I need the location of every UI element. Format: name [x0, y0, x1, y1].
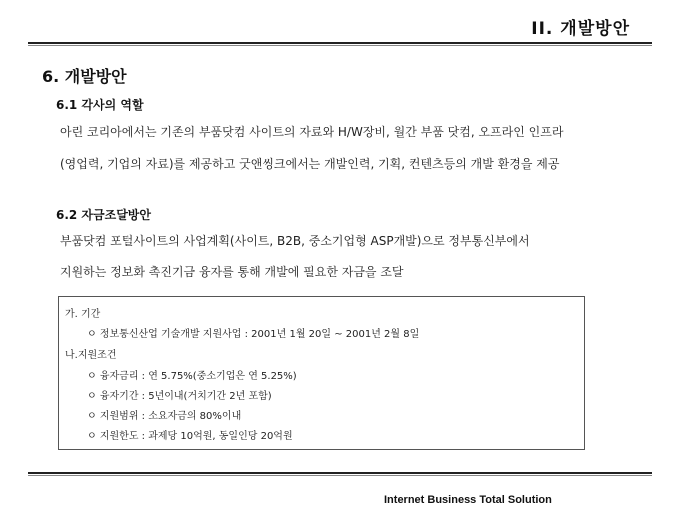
- funding-paragraph-line-1: 부품닷컴 포털사이트의 사업계획(사이트, B2B, 중소기업형 ASP개발)으로 정부통신부에서: [60, 234, 530, 248]
- page-header-title: II. 개발방안: [531, 19, 630, 39]
- funding-subtitle: 6.2 자금조달방안: [56, 208, 151, 222]
- section-title: 6. 개발방안: [42, 67, 127, 86]
- footer-tagline: Internet Business Total Solution: [384, 494, 552, 506]
- footer-divider: [28, 472, 652, 474]
- roles-paragraph-line-1: 아린 코리아에서는 기존의 부품닷컴 사이트의 자료와 H/W장비, 월간 부품 닷컴, 오프라인 인프라: [60, 125, 564, 139]
- period-label: 가. 기간: [65, 309, 101, 320]
- condition-item-term: ㅇ 융자기간 : 5년이내(거치기간 2년 포함): [87, 391, 272, 402]
- roles-subtitle: 6.1 각사의 역할: [56, 98, 144, 112]
- roles-paragraph-line-2: (영업력, 기업의 자료)를 제공하고 굿앤씽크에서는 개발인력, 기획, 컨텐츠등의 개발 환경을 제공: [60, 157, 560, 171]
- conditions-label: 나.지원조건: [65, 350, 117, 361]
- funding-paragraph-line-2: 지원하는 정보화 촉진기금 융자를 통해 개발에 필요한 자금을 조달: [60, 265, 404, 279]
- header-divider: [28, 42, 652, 44]
- condition-item-interest: ㅇ 융자금리 : 연 5.75%(중소기업은 연 5.25%): [87, 371, 297, 382]
- condition-item-limit: ㅇ 지원한도 : 과제당 10억원, 동일인당 20억원: [87, 431, 293, 442]
- support-conditions-box: [58, 296, 585, 450]
- condition-item-scope: ㅇ 지원범위 : 소요자금의 80%이내: [87, 411, 242, 422]
- period-item: ㅇ 정보통신산업 기술개발 지원사업 : 2001년 1월 20일 ~ 2001년 2월 8일: [87, 329, 420, 340]
